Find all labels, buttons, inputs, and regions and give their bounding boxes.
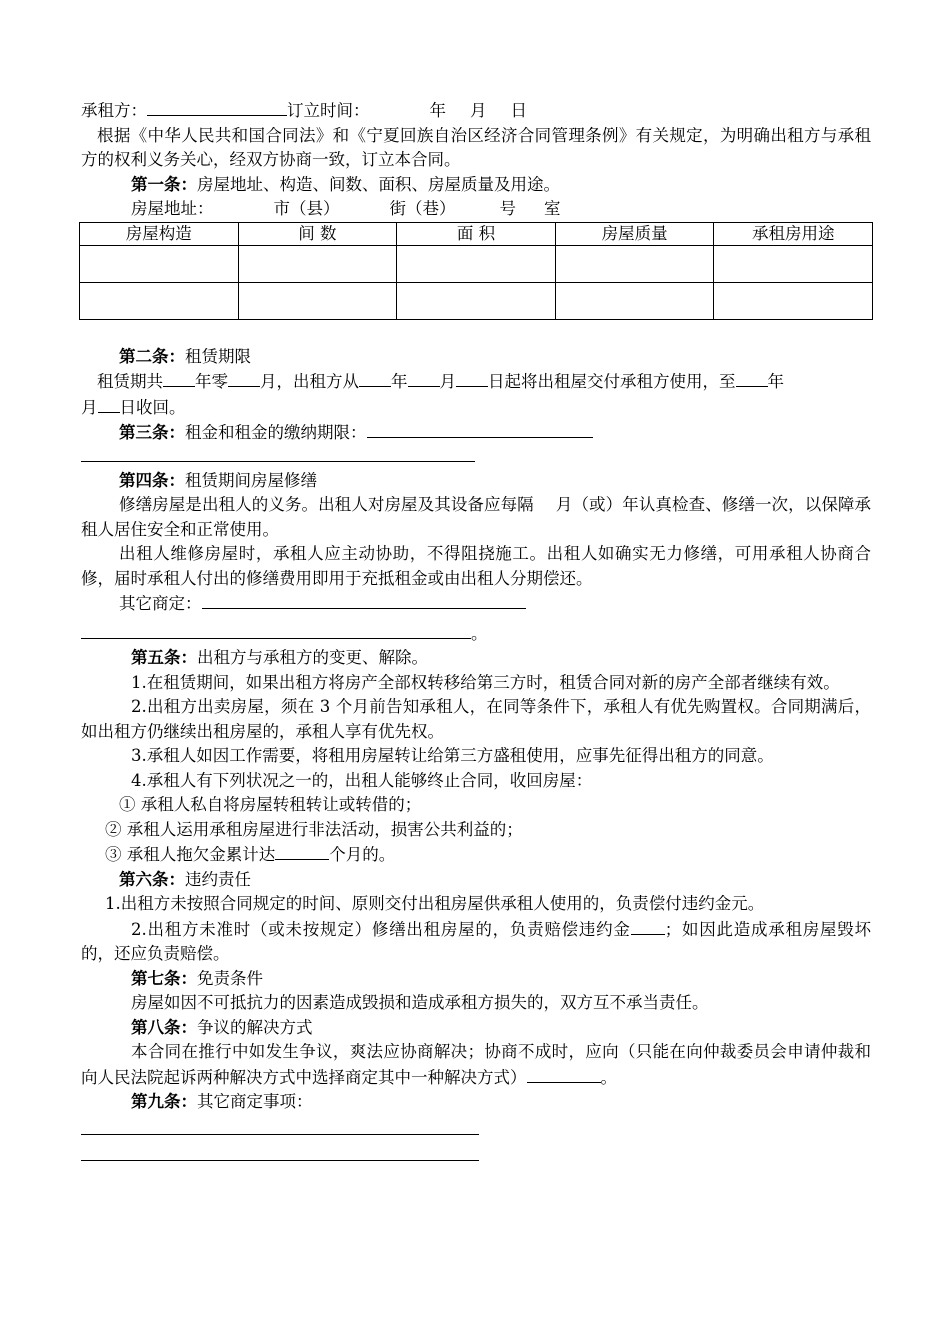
lease-term-text: 年 [767,372,784,391]
other-agreement-line-2 [81,621,871,647]
other-matters-line-1[interactable] [81,1119,479,1135]
lease-term-text: 日起将出租屋交付承租方使用，至 [488,372,736,391]
address-line [81,197,871,222]
article9-title: 第九条： [131,1092,197,1111]
article5-heading [81,646,871,671]
article5-title: 第五条： [131,648,197,667]
arrears-blank[interactable] [275,842,329,860]
repair-text: 修缮房屋是出租人的义务。出租人对房屋及其设备应每隔 [119,495,534,514]
other-agreement-line [81,591,871,617]
lease-term-text: 月，出租方从 [260,372,359,391]
table-cell[interactable] [397,282,556,319]
article5-body: 出租方与承租方的变更、解除。 [197,648,428,667]
article6-item1: 1.出租方未按照合同规定的时间、原则交付出租房屋供承租人使用的，负责偿付违约金元。 [105,894,765,913]
article5-item2: 2.出租方出卖房屋，须在 3 个月前告知承租人，在同等条件下，承租人有优先购置权。合同期满后，如出租方仍继续出租房屋的，承租人享有优先权。 [81,697,871,741]
article2-body: 租赁期限 [185,346,251,366]
lessee-label: 承租方： [81,101,147,120]
day-label: 日 [510,101,527,120]
article2-heading [81,345,871,370]
article8-heading [81,1016,871,1041]
table-header-cell: 房屋构造 [80,222,239,245]
lease-term-line [81,369,871,395]
dispute-text: 本合同在推行中如发生争议，爽法应协商解决；协商不成时，应向（只能在向仲裁委员会申请仲裁和向人民法院起诉两种解决方式中选择商定其中一种解决方式） [81,1042,871,1087]
article5-item3: 3.承租人如因工作需要，将租用房屋转让给第三方盛租使用，应事先征得出租方的同意。 [131,746,774,765]
table-cell[interactable] [714,282,873,319]
article5-item1: 1.在租赁期间，如果出租方将房产全部权转移给第三方时，租赁合同对新的房产全部者继续有效。 [131,672,840,692]
month-label: 月 [470,101,487,120]
article7-heading [81,967,871,992]
article1-heading [81,173,871,198]
item2-text: ；如因此造成承租房屋毁坏的，还应负责赔偿。 [81,919,872,963]
start-year-blank[interactable] [359,369,391,387]
lease-term-text: 租赁期共 [97,372,163,391]
article5-sub1: ① 承租人私自将房屋转租转让或转借的； [119,795,422,814]
article1-title: 第一条： [131,174,197,194]
repair-paragraph [81,493,871,542]
rent-blank[interactable] [367,420,593,438]
table-cell[interactable] [397,245,556,282]
lease-term-text: 年 [391,372,408,391]
lease-end-line [81,395,871,421]
table-row [80,245,873,282]
article5-sub3 [81,842,871,868]
sub3-text: ③ 承租人拖欠金累计达 [105,845,276,864]
article8-body: 争议的解决方式 [197,1017,313,1037]
period-text: 。 [471,623,488,643]
article6-heading [81,868,871,893]
table-cell[interactable] [714,245,873,282]
months-blank[interactable] [228,369,260,387]
article9-body: 其它商定事项： [197,1092,313,1111]
repair-assist-paragraph: 出租人维修房屋时，承租人应主动协助，不得阻挠施工。出租人如确实无力修缮，可用承租人协商合修，届时承租人付出的修缮费用即用于充抵租金或由出租人分期偿还。 [81,544,871,588]
street-label: 街（巷） [389,199,456,218]
other-agreement-blank-2[interactable] [81,621,471,639]
table-cell[interactable] [555,282,714,319]
article8-title: 第八条： [131,1017,197,1037]
table-header-row [80,222,873,245]
article4-heading [81,469,871,494]
table-cell[interactable] [80,282,239,319]
header-line [81,98,871,124]
article3-title: 第三条： [119,423,185,442]
end-year-blank[interactable] [736,369,768,387]
other-matters-line-2[interactable] [81,1145,479,1161]
article4-body: 租赁期间房屋修缮 [185,470,317,490]
lease-term-text: 日收回。 [119,397,186,417]
article4-title: 第四条： [119,470,185,490]
sub3-text: 个月的。 [329,845,396,864]
rent-blank-line[interactable] [81,446,475,462]
years-blank[interactable] [163,369,195,387]
repair-text: 月（或）年认真检查、修缮一次，以保障承租人居住安全和正常使用。 [81,495,872,539]
table-header-cell: 间 数 [238,222,397,245]
start-month-blank[interactable] [408,369,440,387]
article6-body: 违约责任 [185,869,251,889]
address-label: 房屋地址： [131,199,214,218]
article5-sub2: ② 承租人运用承租房屋进行非法活动，损害公共利益的； [105,819,523,839]
dispute-text: 。 [600,1067,617,1087]
article7-paragraph: 房屋如因不可抵抗力的因素造成毁损和造成承租方损失的，双方互不承当责任。 [131,993,709,1012]
start-day-blank[interactable] [456,369,488,387]
table-header-cell: 房屋质量 [555,222,714,245]
contract-page [81,98,871,1161]
table-cell[interactable] [555,245,714,282]
year-label: 年 [429,101,446,120]
table-header-cell: 承租房用途 [714,222,873,245]
article8-paragraph [81,1040,871,1090]
table-row [80,282,873,319]
article7-body: 免责条件 [197,968,263,988]
item2-text: 2.出租方未准时（或未按规定）修缮出租房屋的，负责赔偿违约金 [131,919,631,939]
other-agreement-label: 其它商定： [119,594,202,613]
article7-title: 第七条： [131,968,197,988]
article6-item2 [81,917,871,967]
intro-paragraph: 根据《中华人民共和国合同法》和《宁夏回族自治区经济合同管理条例》有关规定，为明确出租方与承租方的权利义务关心，经双方协商一致，订立本合同。 [81,125,871,169]
lease-term-text: 年零 [195,372,228,391]
table-cell[interactable] [238,282,397,319]
city-label: 市（县） [273,199,340,218]
room-label: 室 [544,199,561,218]
lease-term-text: 月 [439,372,456,391]
number-label: 号 [499,199,516,218]
article6-title: 第六条： [119,869,185,889]
article3-body: 租金和租金的缴纳期限： [185,423,367,442]
table-header-cell: 面 积 [397,222,556,245]
sign-date-label: 订立时间： [287,101,370,120]
dispute-method-blank[interactable] [527,1065,601,1083]
article2-title: 第二条： [119,346,185,366]
property-table [79,222,873,320]
article3-heading [81,420,871,446]
lease-term-text: 月 [81,397,98,417]
table-cell[interactable] [238,245,397,282]
article5-item4: 4.承租人有下列状况之一的，出租人能够终止合同，收回房屋： [131,770,593,790]
article1-body: 房屋地址、构造、间数、面积、房屋质量及用途。 [197,174,560,194]
lessee-blank[interactable] [147,98,287,116]
end-month-blank[interactable] [98,395,120,413]
table-cell[interactable] [80,245,239,282]
penalty-blank[interactable] [631,917,665,935]
other-agreement-blank[interactable] [202,591,526,609]
article9-heading [81,1090,871,1115]
